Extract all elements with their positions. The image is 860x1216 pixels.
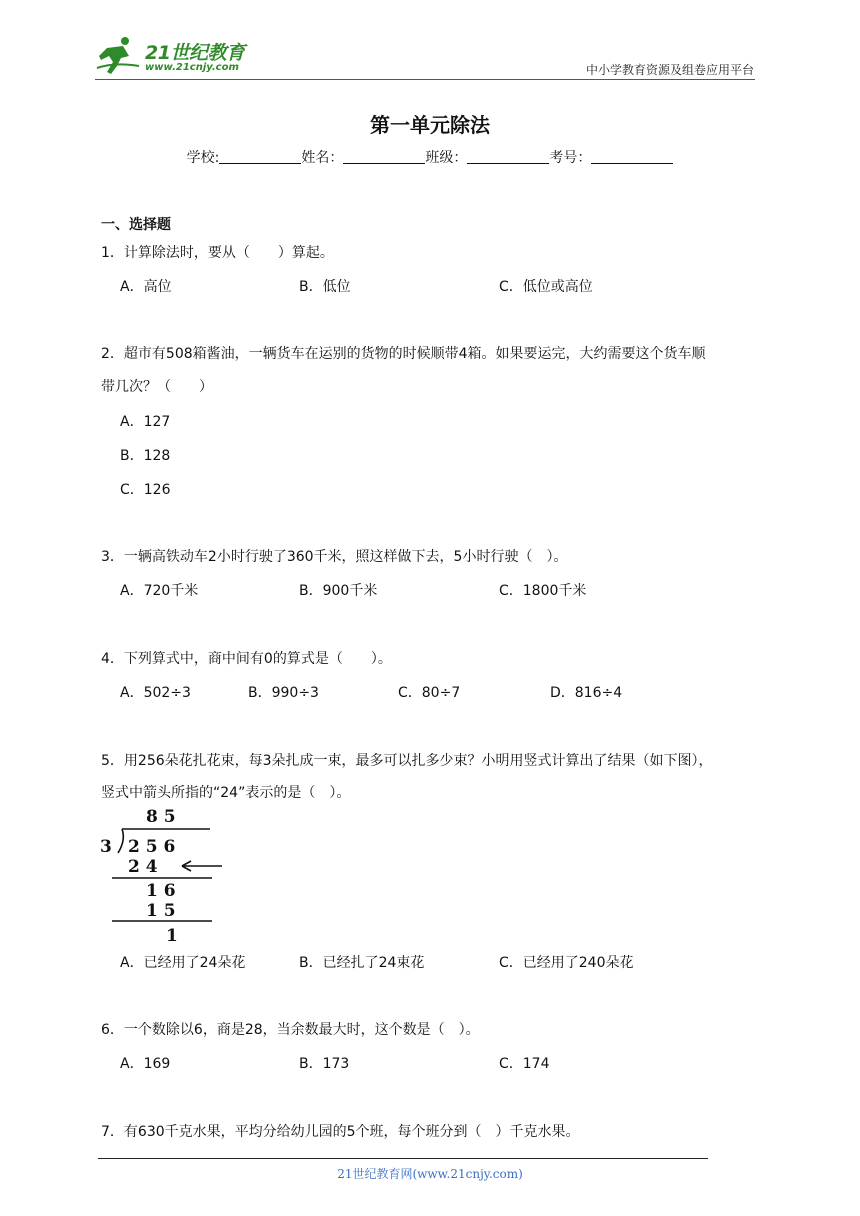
option-c[interactable]: C．1800千米 <box>499 583 587 599</box>
section-heading: 一、选择题 <box>101 217 171 233</box>
school-blank[interactable] <box>219 150 301 164</box>
option-b[interactable]: B．173 <box>299 1056 350 1072</box>
option-b[interactable]: B．990÷3 <box>248 685 319 701</box>
footer-link[interactable]: 21世纪教育网(www.21cnjy.com) <box>337 1167 523 1181</box>
option-c[interactable]: C．80÷7 <box>398 685 461 701</box>
step-1-product: 2 4 <box>128 857 158 877</box>
question-5-line1: 5．用256朵花扎花束，每3朵扎成一束，最多可以扎多少束？小明用竖式计算出了结果（如下图）， <box>101 753 713 769</box>
quotient: 8 5 <box>146 807 176 827</box>
step-3-product: 1 5 <box>146 901 176 921</box>
question-6 <box>101 1019 480 1039</box>
question-stem: 7．有630千克水果，平均分给幼儿园的5个班，每个班分到（ ）千克水果。 <box>101 1124 580 1140</box>
class-label: 班级： <box>425 150 468 166</box>
footer-divider <box>98 1158 708 1159</box>
option-b[interactable]: B．128 <box>120 448 171 464</box>
name-label: 姓名： <box>301 150 344 166</box>
logo-brand: 21世纪教育 <box>145 42 245 64</box>
question-4 <box>101 648 392 668</box>
class-blank[interactable] <box>467 150 549 164</box>
question-3 <box>101 546 567 566</box>
option-b[interactable]: B．900千米 <box>299 583 378 599</box>
question-7 <box>101 1121 580 1141</box>
option-a[interactable]: A．720千米 <box>120 583 199 599</box>
division-bracket <box>118 829 123 853</box>
question-2-line2: 带几次？（ ） <box>101 379 213 395</box>
option-b[interactable]: B．低位 <box>299 279 351 295</box>
option-b[interactable]: B．已经扎了24束花 <box>299 955 425 971</box>
final-remainder: 1 <box>166 926 178 946</box>
option-a[interactable]: A．127 <box>120 414 171 430</box>
question-2-line1: 2．超市有508箱酱油，一辆货车在运别的货物的时候顺带4箱。如果要运完，大约需要这个货车顺 <box>101 346 706 362</box>
option-a[interactable]: A．169 <box>120 1056 171 1072</box>
question-stem: 3．一辆高铁动车2小时行驶了360千米，照这样做下去，5小时行驶（ ）。 <box>101 549 568 565</box>
question-stem: 6．一个数除以6，商是28，当余数最大时，这个数是（ ）。 <box>101 1022 480 1038</box>
platform-label: 中小学教育资源及组卷应用平台 <box>585 63 754 77</box>
question-1 <box>101 242 334 262</box>
option-d[interactable]: D．816÷4 <box>550 685 623 701</box>
dividend: 2 5 6 <box>128 837 176 857</box>
option-c[interactable]: C．174 <box>499 1056 550 1072</box>
option-c[interactable]: C．低位或高位 <box>499 279 593 295</box>
option-c[interactable]: C．126 <box>120 482 171 498</box>
student-info <box>0 147 860 167</box>
page-title: 第一单元除法 <box>370 113 490 137</box>
step-2-remainder: 1 6 <box>146 881 176 901</box>
divisor: 3 <box>100 837 112 857</box>
name-blank[interactable] <box>343 150 425 164</box>
exam-no-blank[interactable] <box>591 150 673 164</box>
question-stem: 1．计算除法时，要从（ ）算起。 <box>101 245 334 261</box>
option-a[interactable]: A．高位 <box>120 279 172 295</box>
long-division-figure <box>98 804 230 946</box>
option-a[interactable]: A．已经用了24朵花 <box>120 955 246 971</box>
runner-logo-icon <box>95 36 141 76</box>
option-a[interactable]: A．502÷3 <box>120 685 191 701</box>
logo-url: www.21cnjy.com <box>145 62 239 73</box>
logo <box>95 36 265 78</box>
question-5-line2: 竖式中箭头所指的“24”表示的是（ ）。 <box>101 785 351 801</box>
option-c[interactable]: C．已经用了240朵花 <box>499 955 634 971</box>
exam-no-label: 考号： <box>549 150 592 166</box>
question-stem: 4．下列算式中，商中间有0的算式是（ ）。 <box>101 651 392 667</box>
school-label: 学校: <box>186 150 220 166</box>
header-divider <box>95 79 755 80</box>
